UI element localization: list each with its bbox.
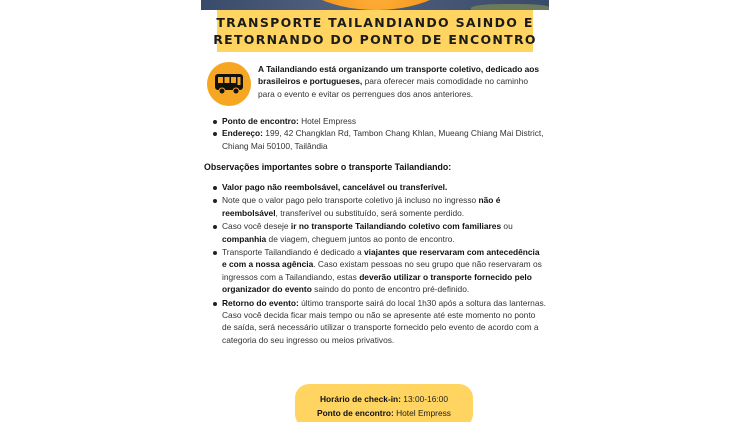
intro-paragraph — [258, 63, 544, 100]
obs-bold: ir no transporte Tailandiando coletivo com familiares — [290, 221, 502, 232]
obs-bold: não é reembolsável — [222, 195, 501, 218]
intro-bold: A Tailandiando está organizando um transporte coletivo, dedicado aos brasileiros e portugueses, — [258, 64, 540, 87]
intro-text: para oferecer mais comodidade no caminho para o evento e evitar os perrengues dos anos anteriores. — [258, 76, 528, 99]
obs-text: Transporte Tailandiando é dedicado a — [222, 247, 365, 258]
info-item-meeting-point — [210, 115, 546, 127]
obs-text: Caso você deseje — [222, 221, 291, 232]
checkin-time-value: 13:00-16:00 — [400, 394, 449, 404]
observation-item-4 — [210, 246, 546, 296]
info-label: Endereço: — [222, 128, 263, 139]
info-value: Hotel Empress — [298, 116, 357, 126]
observation-item-1 — [210, 181, 546, 193]
bus-icon-circle — [207, 62, 251, 106]
checkin-box — [295, 384, 473, 422]
obs-text: . Caso existam pessoas no seu grupo que não reservaram os ingressos com a Tailandiando, estas — [222, 259, 542, 282]
title-line-2: RETORNANDO DO PONTO DE ENCONTRO — [213, 32, 537, 47]
info-value: 199, 42 Changklan Rd, Tambon Chang Khlan, Mueang Chiang Mai District, Chiang Mai 50100, Tailândia — [222, 128, 544, 151]
checkin-place-value: Hotel Empress — [393, 408, 451, 418]
checkin-time — [295, 392, 473, 406]
obs-bold: companhia — [222, 233, 267, 244]
checkin-time-label: Horário de check-in: — [319, 394, 401, 404]
observation-item-5 — [210, 297, 546, 347]
obs-text: ou — [501, 221, 513, 232]
obs-text: , transferível ou substituído, será somente perdido. — [275, 207, 465, 218]
obs-text: Note que o valor pago pelo transporte coletivo já incluso no ingresso — [222, 195, 479, 206]
hero-lantern-image — [201, 0, 549, 10]
meeting-info-list — [210, 115, 546, 152]
document-page — [201, 0, 549, 422]
observation-item-3 — [210, 220, 546, 245]
title-banner — [213, 10, 537, 52]
info-label: Ponto de encontro: — [222, 116, 299, 126]
obs-bold: deverão utilizar o transporte fornecido pelo organizador do evento — [222, 271, 532, 295]
obs-bold: Retorno do evento: — [222, 297, 299, 308]
info-item-address — [210, 127, 546, 152]
bus-icon — [214, 72, 244, 96]
obs-text: saindo do ponto de encontro pré-definido. — [311, 284, 470, 295]
obs-bold: viajantes que reservaram com antecedência e com a nossa agência — [222, 247, 540, 270]
obs-text: de viagem, cheguem juntos ao ponto de encontro. — [266, 233, 455, 244]
observations-title: Observações importantes sobre o transporte Tailandiando: — [204, 162, 452, 172]
obs-text: último transporte sairá do local 1h30 após a soltura das lanternas. Caso você decida ficar mais tempo ou não se apresente até este momento no ponto de saída, será necessário utilizar o transporte fornecido pelo evento de acordo com a categoria do seu ingresso ou meios privativos. — [222, 297, 546, 345]
obs-bold: Valor pago não reembolsável, cancelável ou transferível. — [222, 182, 448, 192]
observations-list — [210, 181, 546, 347]
observation-item-2 — [210, 194, 546, 219]
title-line-1: TRANSPORTE TAILANDIANDO SAINDO E — [216, 15, 534, 30]
checkin-place-label: Ponto de encontro: — [316, 408, 394, 418]
checkin-place — [295, 406, 473, 420]
